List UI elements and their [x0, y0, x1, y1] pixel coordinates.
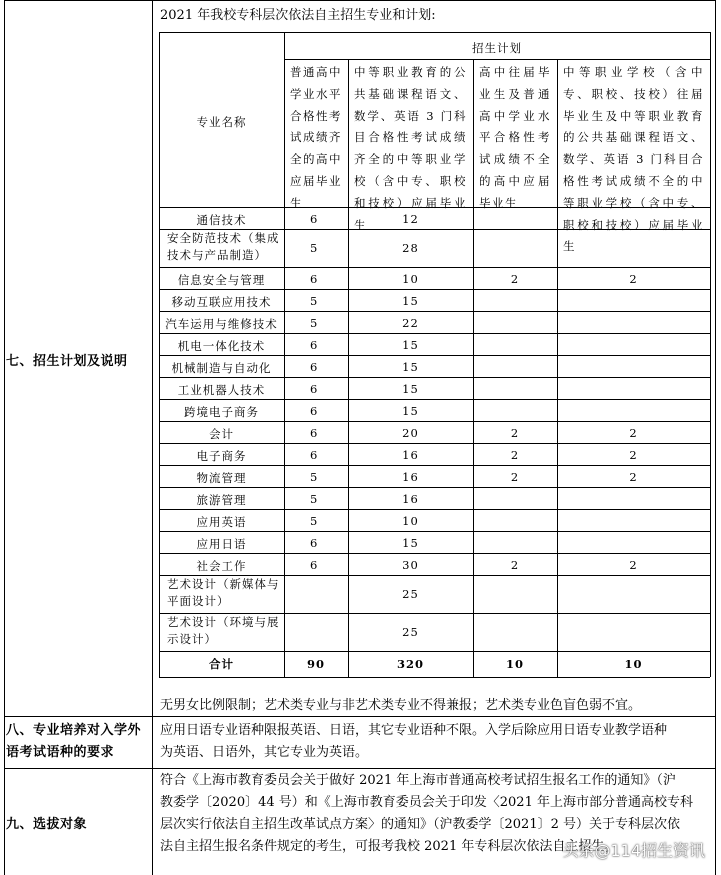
table-top-border [159, 32, 710, 33]
table-right-border [710, 32, 711, 677]
row-major-name: 信息安全与管理 [177, 273, 266, 287]
plan-value-cell: 15 [402, 338, 419, 352]
plan-value-cell: 10 [402, 514, 419, 528]
total-label: 合计 [209, 657, 234, 671]
plan-value-cell: 30 [402, 558, 419, 572]
plan-value-cell: 16 [402, 492, 419, 506]
plan-value-cell: 15 [402, 294, 419, 308]
plan-column-header-3: 高中往届毕业生及普通高中学业水平合格性考试成绩不全的高中应届毕业生 [479, 65, 551, 210]
row-major-name: 工业机器人技术 [177, 383, 266, 397]
plan-value-cell: 2 [510, 426, 520, 440]
section9-text-line-4: 法自主招生报名条件规定的考生，可报考我校 2021 年专科层次依法自主招生。 [160, 839, 618, 854]
row-major-name: 电子商务 [196, 449, 247, 463]
plan-value-cell: 6 [310, 338, 319, 352]
table-row-border [159, 651, 710, 652]
total-value-cell: 90 [306, 657, 325, 671]
plan-value-cell: 16 [402, 448, 419, 462]
label-column-divider [152, 0, 153, 875]
plan-value-cell: 5 [310, 492, 319, 506]
row-major-name: 旅游管理 [196, 493, 247, 507]
row-major-name-line: 艺术设计（环境与展 [167, 615, 280, 629]
table-col-divider [557, 59, 558, 677]
plan-value-cell: 22 [402, 316, 419, 330]
plan-value-cell: 15 [402, 382, 419, 396]
plan-value-cell: 25 [402, 625, 419, 639]
plan-value-cell: 6 [310, 448, 319, 462]
outer-left-border [4, 0, 5, 875]
row-major-name: 跨境电子商务 [184, 405, 259, 419]
section7-intro: 2021 年我校专科层次依法自主招生专业和计划: [160, 8, 436, 23]
plan-value-cell: 5 [310, 294, 319, 308]
top-border [4, 0, 715, 1]
section9-top-border [4, 768, 715, 769]
plan-value-cell: 25 [402, 587, 419, 601]
outer-right-border [715, 0, 716, 875]
row-major-name-line: 艺术设计（新媒体与 [167, 577, 280, 591]
section8-label-line-1: 八、专业培养对入学外 [6, 723, 142, 738]
major-name-header: 专业名称 [196, 115, 247, 129]
plan-value-cell: 6 [310, 426, 319, 440]
section8-text-line-2: 为英语、日语外，其它专业为英语。 [160, 745, 369, 760]
plan-column-header-2: 中等职业教育的公共基础课程语文、数学、英语 3 门科目合格性考试成绩齐全的中等职业学校（含中专、职校和技校）应届毕业生 [354, 65, 467, 232]
plan-value-cell: 2 [629, 448, 638, 462]
plan-value-cell: 16 [402, 470, 419, 484]
row-major-name: 移动互联应用技术 [171, 295, 272, 309]
section9-text-line-3: 层次实行依法自主招生改革试点方案〉的通知》（沪教委学〔2021〕2 号）关于专科层次依 [160, 817, 680, 832]
section8-text-line-1: 应用日语专业语种限报英语、日语，其它专业语种不限。入学后除应用日语专业教学语种 [160, 723, 668, 738]
row-major-name-line: 安全防范技术（集成 [167, 231, 280, 245]
watermark: 头条@114招生资讯 [562, 841, 705, 860]
row-major-name: 应用日语 [196, 537, 247, 551]
plan-value-cell: 2 [629, 558, 638, 572]
row-major-name: 物流管理 [196, 471, 247, 485]
plan-value-cell: 6 [310, 536, 319, 550]
row-major-name-line: 示设计） [167, 632, 217, 646]
section7-label: 七、招生计划及说明 [6, 354, 128, 369]
plan-header: 招生计划 [472, 41, 522, 55]
plan-value-cell: 5 [310, 316, 319, 330]
row-major-name-line: 技术与产品制造） [167, 248, 267, 262]
row-major-name: 汽车运用与维修技术 [165, 317, 278, 331]
plan-value-cell: 20 [402, 426, 419, 440]
plan-value-cell: 2 [510, 272, 520, 286]
table-bottom-border [159, 677, 710, 678]
row-major-name: 会计 [209, 427, 234, 441]
plan-value-cell: 5 [310, 241, 319, 255]
section8-label-line-2: 语考试语种的要求 [6, 745, 115, 760]
plan-value-cell: 10 [402, 272, 419, 286]
plan-column-header-4: 中等职业学校（含中专、职校、技校）往届毕业生及中等职业教育的公共基础课程语文、数学、英语 3 门科目合格性考试成绩不全的中等职业学校（含中专、职校和技校）应届毕业生 [563, 65, 704, 254]
section9-label: 九、选拔对象 [6, 817, 88, 832]
plan-value-cell: 5 [310, 470, 319, 484]
row-major-name: 社会工作 [196, 559, 247, 573]
plan-value-cell: 15 [402, 404, 419, 418]
plan-value-cell: 2 [510, 558, 520, 572]
plan-value-cell: 6 [310, 382, 319, 396]
section9-text-line-2: 教委学〔2020〕44 号）和《上海市教育委员会关于印发〈2021 年上海市部分普通高校专科 [160, 795, 693, 810]
row-major-name: 机械制造与自动化 [171, 361, 272, 375]
plan-value-cell: 2 [510, 448, 520, 462]
plan-value-cell: 28 [402, 241, 419, 255]
total-value-cell: 320 [396, 657, 424, 671]
plan-value-cell: 6 [310, 212, 319, 226]
table-col-divider [284, 32, 285, 677]
row-major-name: 通信技术 [196, 213, 247, 227]
section9-text-line-1: 符合《上海市教育委员会关于做好 2021 年上海市普通高校考试招生报名工作的通知》（沪 [160, 773, 676, 788]
row-major-name: 应用英语 [196, 515, 247, 529]
plan-value-cell: 12 [402, 212, 419, 226]
plan-value-cell: 6 [310, 558, 319, 572]
plan-value-cell: 2 [629, 272, 638, 286]
plan-value-cell: 2 [629, 470, 638, 484]
row-major-name: 机电一体化技术 [177, 339, 266, 353]
section8-text [160, 720, 715, 764]
plan-value-cell: 5 [310, 514, 319, 528]
plan-value-cell: 15 [402, 536, 419, 550]
plan-column-header-1: 普通高中学业水平合格性考试成绩齐全的高中应届毕业生 [290, 65, 342, 210]
table-col-divider [473, 59, 474, 677]
total-value-cell: 10 [624, 657, 643, 671]
plan-value-cell: 6 [310, 272, 319, 286]
row-major-name-line: 平面设计） [167, 594, 230, 608]
section8-label [6, 720, 148, 764]
table-row-border [159, 267, 710, 268]
plan-value-cell: 2 [510, 470, 520, 484]
section8-top-border [4, 716, 715, 717]
plan-value-cell: 6 [310, 360, 319, 374]
plan-value-cell: 15 [402, 360, 419, 374]
plan-value-cell: 2 [629, 426, 638, 440]
plan-value-cell: 6 [310, 404, 319, 418]
section7-note: 无男女比例限制；艺术类专业与非艺术类专业不得兼报；艺术类专业色盲色弱不宜。 [160, 698, 642, 713]
total-value-cell: 10 [505, 657, 524, 671]
